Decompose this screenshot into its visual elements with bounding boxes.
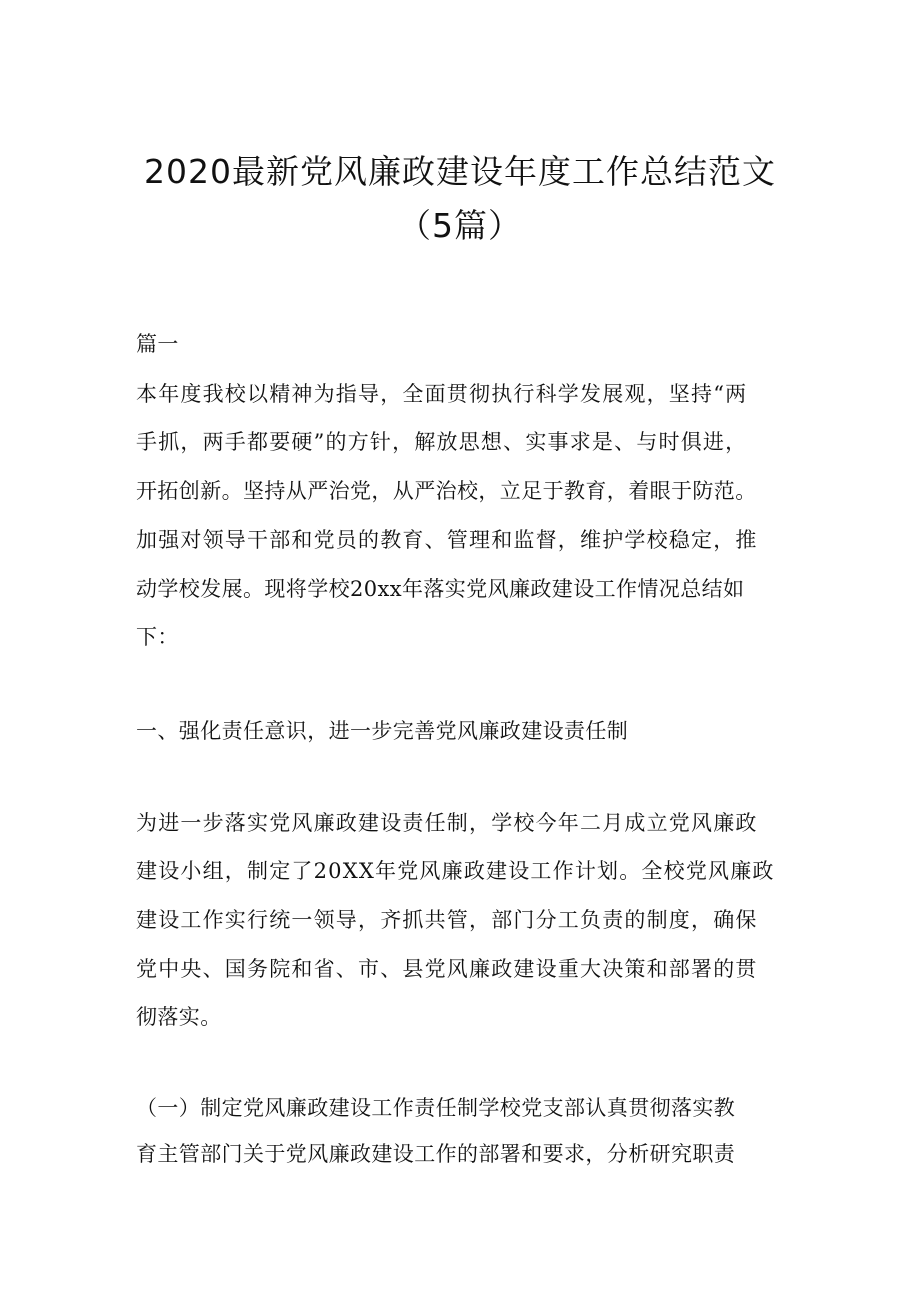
paragraph-line: 本年度我校以精神为指导，全面贯彻执行科学发展观，坚持“两 bbox=[136, 382, 748, 406]
section-label: 篇一 bbox=[136, 332, 179, 356]
paragraph-line: 下： bbox=[136, 625, 179, 649]
paragraph-line: 建设工作实行统一领导，齐抓共管，部门分工负责的制度，确保 bbox=[136, 908, 758, 932]
paragraph-line: 彻落实。 bbox=[136, 1005, 222, 1029]
paragraph-line: 手抓，两手都要硬”的方针，解放思想、实事求是、与时俱进， bbox=[136, 430, 748, 454]
paragraph-line: 为进一步落实党风廉政建设责任制，学校今年二月成立党风廉政 bbox=[136, 811, 758, 835]
paragraph-line: 动学校发展。现将学校20xx年落实党风廉政建设工作情况总结如 bbox=[136, 577, 745, 601]
paragraph-line: 建设小组，制定了20XX年党风廉政建设工作计划。全校党风廉政 bbox=[136, 859, 775, 883]
section-heading: 一、强化责任意识，进一步完善党风廉政建设责任制 bbox=[136, 719, 629, 743]
paragraph-line: 党中央、国务院和省、市、县党风廉政建设重大决策和部署的贯 bbox=[136, 957, 758, 981]
paragraph-line: 开拓创新。坚持从严治党，从严治校，立足于教育，着眼于防范。 bbox=[136, 479, 757, 503]
paragraph-line: 加强对领导干部和党员的教育、管理和监督，维护学校稳定，推 bbox=[136, 528, 758, 552]
paragraph-line: （一）制定党风廉政建设工作责任制学校党支部认真贯彻落实教 bbox=[136, 1096, 736, 1120]
document-title: 2020最新党风廉政建设年度工作总结范文 bbox=[144, 152, 776, 191]
document-title-count: （5篇） bbox=[398, 206, 522, 245]
paragraph-line: 育主管部门关于党风廉政建设工作的部署和要求，分析研究职责 bbox=[136, 1142, 736, 1166]
